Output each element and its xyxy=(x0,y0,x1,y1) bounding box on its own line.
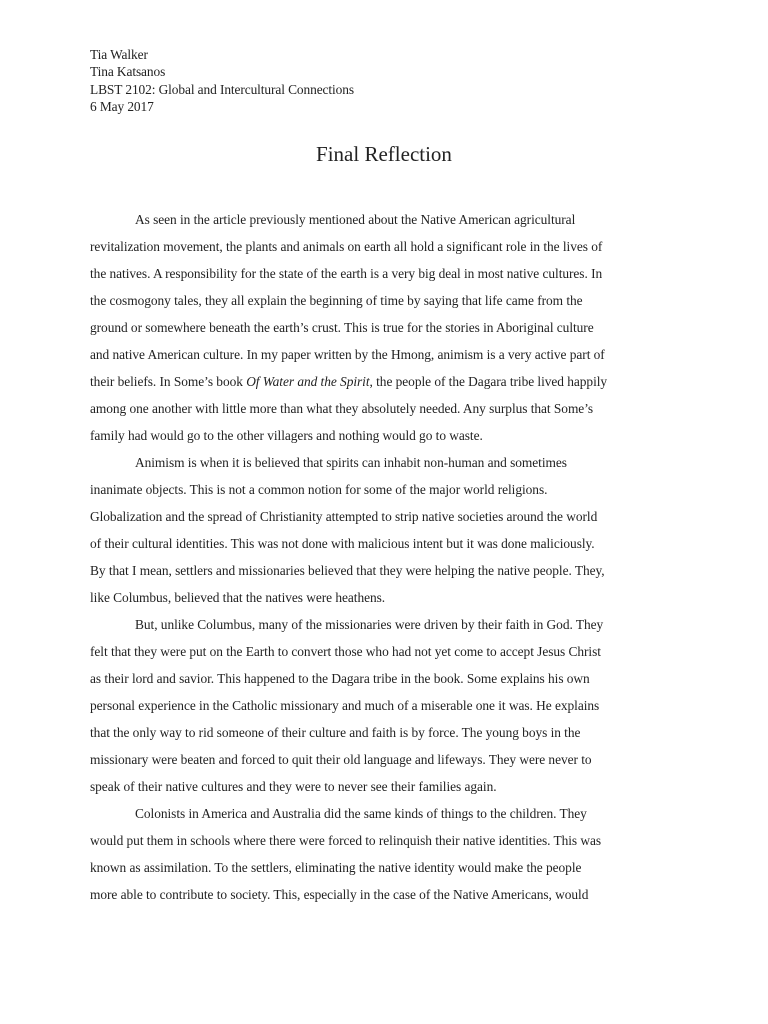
paragraph-3 xyxy=(90,611,680,800)
document-header xyxy=(90,46,354,115)
text-line: as their lord and savior. This happened to the Dagara tribe in the book. Some explains his own xyxy=(90,671,590,686)
text-line: speak of their native cultures and they were to never see their families again. xyxy=(90,779,497,794)
text-line: Globalization and the spread of Christianity attempted to strip native societies around the world xyxy=(90,509,598,524)
paragraph-1 xyxy=(90,206,680,449)
text-line: that the only way to rid someone of their culture and faith is by force. The young boys in the xyxy=(90,725,581,740)
text-line: Animism is when it is believed that spirits can inhabit non-human and sometimes xyxy=(135,455,567,470)
instructor-name: Tina Katsanos xyxy=(90,64,166,80)
text-line: But, unlike Columbus, many of the missionaries were driven by their faith in God. They xyxy=(135,617,604,632)
text-line: missionary were beaten and forced to quit their old language and lifeways. They were never to xyxy=(90,752,592,767)
text-line: known as assimilation. To the settlers, eliminating the native identity would make the people xyxy=(90,860,582,875)
text-segment: , the people of the Dagara tribe lived happily xyxy=(369,374,608,389)
text-line: the cosmogony tales, they all explain the beginning of time by saying that life came from the xyxy=(90,293,583,308)
text-line: more able to contribute to society. This, especially in the case of the Native Americans, would xyxy=(90,887,589,902)
text-line: among one another with little more than what they absolutely needed. Any surplus that Some’s xyxy=(90,401,594,416)
book-title: Of Water and the Spirit xyxy=(246,374,370,389)
text-line: family had would go to the other villagers and nothing would go to waste. xyxy=(90,428,483,443)
text-segment: their beliefs. In Some’s book xyxy=(90,374,247,389)
text-line: By that I mean, settlers and missionaries believed that they were helping the native people. They, xyxy=(90,563,605,578)
text-line: of their cultural identities. This was not done with malicious intent but it was done maliciously. xyxy=(90,536,595,551)
text-line: Colonists in America and Australia did the same kinds of things to the children. They xyxy=(135,806,587,821)
document-date: 6 May 2017 xyxy=(90,98,154,114)
text-line: the natives. A responsibility for the state of the earth is a very big deal in most native cultures. In xyxy=(90,266,603,281)
text-line: felt that they were put on the Earth to convert those who had not yet come to accept Jesus Christ xyxy=(90,644,601,659)
text-line: personal experience in the Catholic missionary and much of a miserable one it was. He explains xyxy=(90,698,600,713)
text-line: like Columbus, believed that the natives were heathens. xyxy=(90,590,386,605)
paragraph-4 xyxy=(90,800,680,908)
text-line: ground or somewhere beneath the earth’s crust. This is true for the stories in Aboriginal culture xyxy=(90,320,594,335)
text-line: As seen in the article previously mentioned about the Native American agricultural xyxy=(135,212,576,227)
text-line: and native American culture. In my paper written by the Hmong, animism is a very active part of xyxy=(90,347,605,362)
author-name: Tia Walker xyxy=(90,47,148,62)
course-name: LBST 2102: Global and Intercultural Connections xyxy=(90,81,354,97)
text-line xyxy=(90,368,680,395)
document-body xyxy=(90,206,680,908)
text-line: revitalization movement, the plants and animals on earth all hold a significant role in the lives of xyxy=(90,239,603,254)
page-title: Final Reflection xyxy=(316,142,452,166)
text-line: inanimate objects. This is not a common notion for some of the major world religions. xyxy=(90,482,548,497)
text-line: would put them in schools where there were forced to relinquish their native identities. This was xyxy=(90,833,602,848)
paragraph-2 xyxy=(90,449,680,611)
